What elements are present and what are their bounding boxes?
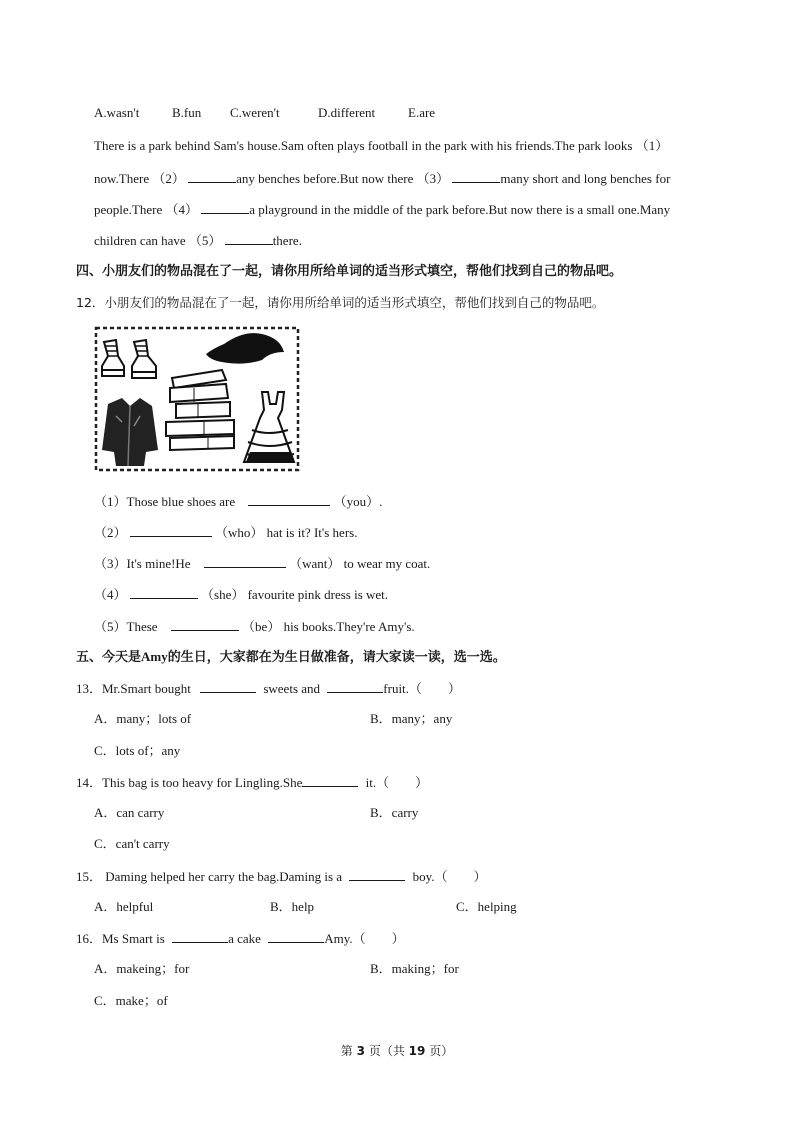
q15-option-b[interactable]: B．help (270, 899, 315, 914)
footer-text: 页（共 (368, 1044, 405, 1058)
q16-option-c[interactable]: C．make；of (94, 993, 168, 1008)
sneakers-icon (102, 340, 156, 378)
page-number: 3 (356, 1044, 365, 1058)
passage-text: people.There （4） (94, 202, 198, 217)
coat-icon (102, 398, 158, 466)
blank[interactable] (200, 679, 256, 693)
blank[interactable] (130, 585, 198, 599)
blank[interactable] (327, 679, 383, 693)
q16-option-b[interactable]: B．making；for (370, 961, 459, 976)
blank-4[interactable] (201, 200, 249, 214)
q-text: boy.（ ） (412, 869, 487, 884)
footer-text: 第 (340, 1044, 353, 1058)
fill-item-5 (94, 617, 415, 636)
total-pages: 19 (408, 1044, 426, 1058)
items-picture (94, 326, 300, 472)
passage-text: now.There （2） (94, 171, 185, 186)
q-text: fruit.（ ） (383, 681, 461, 696)
q14-option-b[interactable]: B．carry (370, 805, 419, 820)
section-4-heading: 四、小朋友们的物品混在了一起，请你用所给单词的适当形式填空，帮他们找到自己的物品吧。 (76, 264, 623, 279)
page-footer (0, 1042, 794, 1059)
heading-name: Amy (141, 649, 168, 664)
q15-option-a[interactable]: A．helpful (94, 899, 154, 914)
q15-option-c[interactable]: C．helping (456, 899, 517, 914)
option-e: E.are (408, 105, 436, 120)
q16-option-a[interactable]: A．makeing；for (94, 961, 190, 976)
blank[interactable] (349, 867, 405, 881)
q-text: sweets and (263, 681, 321, 696)
footer-text: 页） (429, 1044, 454, 1058)
question-15 (76, 867, 486, 886)
dress-icon (244, 392, 294, 462)
item-text: （be） his books.They're Amy's. (242, 619, 415, 634)
q-text: 15． Daming helped her carry the bag.Daming is a (76, 869, 343, 884)
fill-item-4 (94, 585, 388, 604)
item-text: （3）It's mine!He (94, 556, 191, 571)
passage-text: a playground in the middle of the park before.But now there is a small one.Many (249, 202, 671, 217)
fill-item-2 (94, 523, 357, 542)
option-d: D.different (318, 105, 376, 120)
item-text: （you）. (333, 494, 383, 509)
q13-option-c[interactable]: C．lots of；any (94, 743, 181, 758)
book-stack-icon (166, 370, 234, 450)
heading-text: 的生日，大家都在为生日做准备，请大家读一读，选一选。 (167, 650, 506, 665)
option-c: C.weren't (230, 105, 280, 120)
hat-icon (206, 333, 284, 363)
q-text: it.（ ） (365, 775, 429, 790)
blank[interactable] (130, 523, 212, 537)
item-text: （4） (94, 587, 127, 602)
passage-line-3 (94, 200, 670, 219)
passage-line-1: There is a park behind Sam's house.Sam often plays football in the park with his friends.The park looks （1） (94, 138, 669, 153)
passage-text: children can have （5） (94, 233, 222, 248)
passage-line-2 (94, 169, 670, 188)
q-text: 13．Mr.Smart bought (76, 681, 191, 696)
section-5-heading (76, 648, 506, 667)
question-13 (76, 679, 461, 698)
q13-option-a[interactable]: A．many；lots of (94, 711, 192, 726)
blank-2[interactable] (188, 169, 236, 183)
blank[interactable] (204, 554, 286, 568)
q-text: a cake (228, 931, 261, 946)
blank[interactable] (172, 929, 228, 943)
q-text: 14．This bag is too heavy for Lingling.She (76, 775, 303, 790)
item-text: （want） to wear my coat. (289, 556, 431, 571)
blank[interactable] (302, 773, 358, 787)
passage-line-4 (94, 231, 302, 250)
heading-text: 五、今天是 (76, 650, 142, 665)
options-row (94, 104, 436, 122)
passage-text: any benches before.But now there （3） (236, 171, 450, 186)
item-text: （2） (94, 525, 127, 540)
item-text: （5）These (94, 619, 158, 634)
fill-item-3 (94, 554, 430, 573)
blank-3[interactable] (452, 169, 500, 183)
q13-option-b[interactable]: B．many；any (370, 711, 453, 726)
option-a: A.wasn't (94, 105, 140, 120)
passage-text: many short and long benches for (500, 171, 671, 186)
item-text: （1）Those blue shoes are (94, 494, 236, 509)
q-text: Amy.（ ） (324, 931, 405, 946)
item-text: （she） favourite pink dress is wet. (201, 587, 389, 602)
fill-item-1 (94, 492, 382, 511)
item-text: （who） hat is it? It's hers. (215, 525, 358, 540)
blank-5[interactable] (225, 231, 273, 245)
blank[interactable] (171, 617, 239, 631)
option-b: B.fun (172, 105, 202, 120)
question-16 (76, 929, 405, 948)
question-14 (76, 773, 428, 792)
question-12: 12．小朋友们的物品混在了一起，请你用所给单词的适当形式填空，帮他们找到自己的物品吧。 (76, 295, 605, 310)
blank[interactable] (248, 492, 330, 506)
blank[interactable] (268, 929, 324, 943)
q14-option-c[interactable]: C．can't carry (94, 836, 170, 851)
q-text: 16．Ms Smart is (76, 931, 165, 946)
passage-text: there. (272, 233, 302, 248)
q14-option-a[interactable]: A．can carry (94, 805, 165, 820)
